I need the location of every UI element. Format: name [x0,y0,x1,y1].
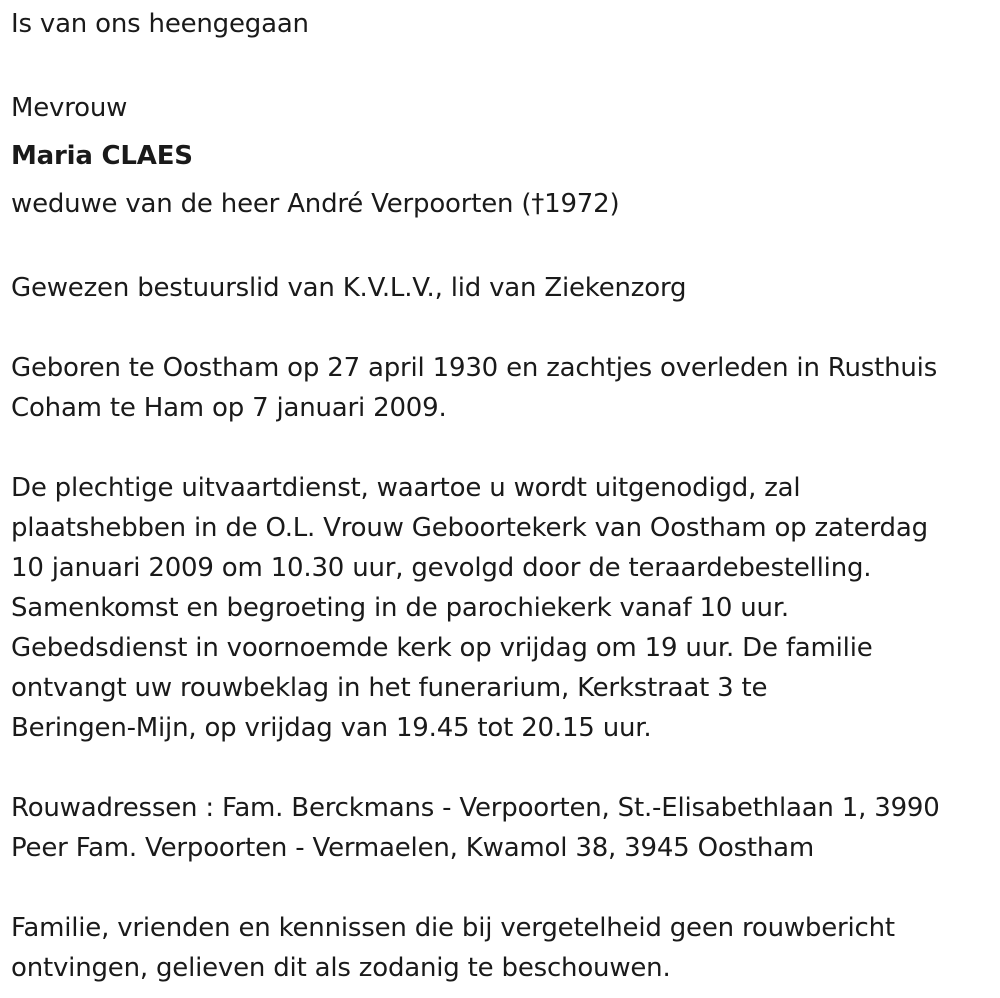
spacer [11,868,986,908]
deceased-name: Maria CLAES [11,141,193,171]
spacer [11,308,986,348]
roles-line: Gewezen bestuurslid van K.V.L.V., lid van Ziekenzorg [11,273,687,303]
paragraph-line: ontvangt uw rouwbeklag in het funerarium, Kerkstraat 3 te [11,673,768,703]
closing-paragraph [11,908,986,988]
salutation: Mevrouw [11,93,128,123]
paragraph-line: Samenkomst en begroeting in de parochiekerk vanaf 10 uur. [11,593,789,623]
intro-line: Is van ons heengegaan [11,9,309,39]
paragraph-line: Familie, vrienden en kennissen die bij vergetelheid geen rouwbericht [11,913,895,943]
paragraph-line: Gebedsdienst in voornoemde kerk op vrijdag om 19 uur. De familie [11,633,873,663]
paragraph-line: De plechtige uitvaartdienst, waartoe u wordt uitgenodigd, zal [11,473,801,503]
spacer [11,748,986,788]
birth-death-paragraph [11,348,986,428]
spacer [11,428,986,468]
paragraph-line: Geboren te Oostham op 27 april 1930 en zachtjes overleden in Rusthuis [11,353,938,383]
paragraph-line: Beringen-Mijn, op vrijdag van 19.45 tot 20.15 uur. [11,713,652,743]
paragraph-line: 10 januari 2009 om 10.30 uur, gevolgd door de teraardebestelling. [11,553,872,583]
ceremony-paragraph [11,468,986,748]
paragraph-line: Coham te Ham op 7 januari 2009. [11,393,447,423]
paragraph-line: ontvingen, gelieven dit als zodanig te beschouwen. [11,953,671,983]
paragraph-line: plaatshebben in de O.L. Vrouw Geboortekerk van Oostham op zaterdag [11,513,928,543]
widow-line: weduwe van de heer André Verpoorten (†1972) [11,189,620,219]
spacer [11,44,986,84]
paragraph-line: Rouwadressen : Fam. Berckmans - Verpoorten, St.-Elisabethlaan 1, 3990 [11,793,940,823]
paragraph-line: Peer Fam. Verpoorten - Vermaelen, Kwamol 38, 3945 Oostham [11,833,815,863]
addresses-paragraph [11,788,986,868]
obituary-notice [11,0,986,988]
spacer [11,228,986,268]
